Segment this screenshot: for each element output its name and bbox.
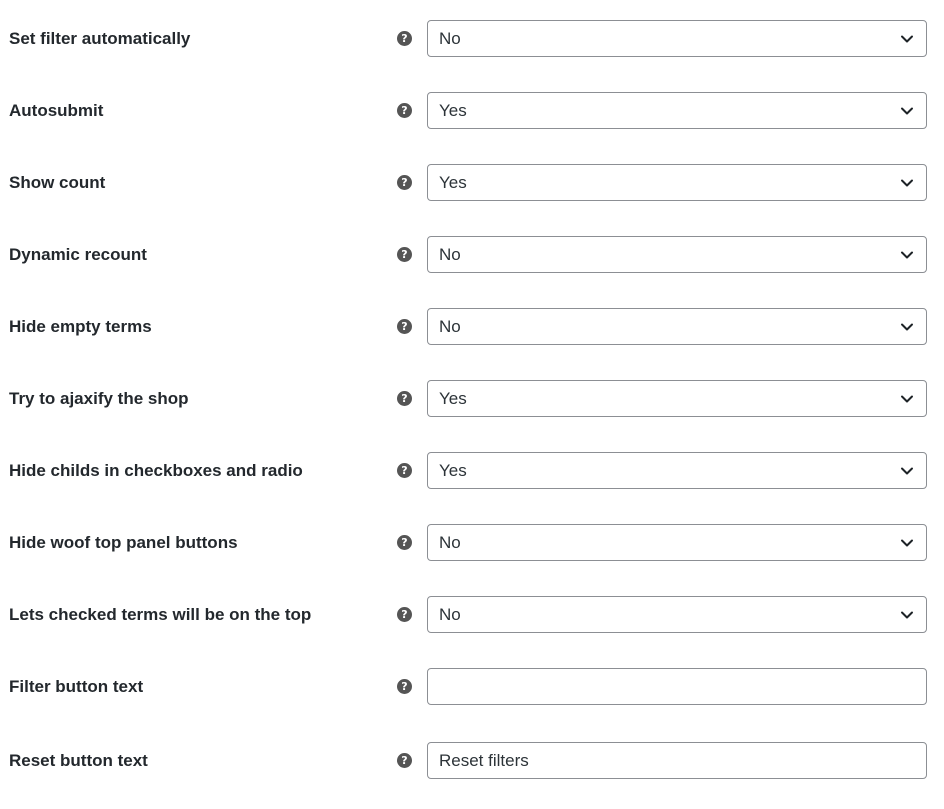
question-circle-icon[interactable]: ? — [397, 247, 412, 262]
autosubmit-select[interactable] — [427, 92, 927, 129]
setting-row-ajaxify-shop — [0, 380, 944, 417]
setting-row-dynamic-recount — [0, 236, 944, 273]
ajaxify-shop-select[interactable] — [427, 380, 927, 417]
chevron-down-icon — [900, 32, 914, 46]
setting-row-set-filter-automatically — [0, 20, 944, 57]
setting-label: Autosubmit — [9, 101, 104, 120]
setting-row-autosubmit — [0, 92, 944, 129]
setting-row-show-count — [0, 164, 944, 201]
question-circle-icon[interactable]: ? — [397, 391, 412, 406]
chevron-down-icon — [900, 320, 914, 334]
hide-empty-terms-select[interactable] — [427, 308, 927, 345]
setting-label: Hide childs in checkboxes and radio — [9, 461, 303, 480]
setting-label: Dynamic recount — [9, 245, 147, 264]
select-value: No — [439, 605, 461, 624]
select-value: No — [439, 29, 461, 48]
question-circle-icon[interactable]: ? — [397, 607, 412, 622]
chevron-down-icon — [900, 104, 914, 118]
setting-label: Hide woof top panel buttons — [9, 533, 238, 552]
checked-terms-on-top-select[interactable] — [427, 596, 927, 633]
hide-childs-select[interactable] — [427, 452, 927, 489]
question-circle-icon[interactable]: ? — [397, 535, 412, 550]
select-value: Yes — [439, 173, 467, 192]
setting-label: Show count — [9, 173, 106, 192]
chevron-down-icon — [900, 248, 914, 262]
question-circle-icon[interactable]: ? — [397, 319, 412, 334]
question-circle-icon[interactable]: ? — [397, 175, 412, 190]
select-value: Yes — [439, 389, 467, 408]
question-circle-icon[interactable]: ? — [397, 103, 412, 118]
setting-label: Hide empty terms — [9, 317, 152, 336]
setting-row-checked-terms-on-top — [0, 596, 944, 633]
setting-row-hide-childs — [0, 452, 944, 489]
reset-button-text-input[interactable] — [427, 742, 927, 779]
question-circle-icon[interactable]: ? — [397, 31, 412, 46]
question-circle-icon[interactable]: ? — [397, 679, 412, 694]
question-circle-icon[interactable]: ? — [397, 753, 412, 768]
chevron-down-icon — [900, 536, 914, 550]
select-value: Yes — [439, 461, 467, 480]
setting-label: Reset button text — [9, 751, 148, 770]
setting-row-hide-empty-terms — [0, 308, 944, 345]
chevron-down-icon — [900, 464, 914, 478]
select-value: No — [439, 317, 461, 336]
setting-row-filter-button-text — [0, 668, 944, 705]
select-value: No — [439, 245, 461, 264]
filter-button-text-input[interactable] — [427, 668, 927, 705]
set-filter-automatically-select[interactable] — [427, 20, 927, 57]
question-circle-icon[interactable]: ? — [397, 463, 412, 478]
setting-label: Filter button text — [9, 677, 144, 696]
chevron-down-icon — [900, 176, 914, 190]
setting-label: Try to ajaxify the shop — [9, 389, 189, 408]
hide-top-panel-buttons-select[interactable] — [427, 524, 927, 561]
setting-row-reset-button-text — [0, 742, 944, 779]
setting-label: Lets checked terms will be on the top — [9, 605, 312, 624]
setting-label: Set filter automatically — [9, 29, 191, 48]
chevron-down-icon — [900, 608, 914, 622]
setting-row-hide-top-panel-buttons — [0, 524, 944, 561]
chevron-down-icon — [900, 392, 914, 406]
dynamic-recount-select[interactable] — [427, 236, 927, 273]
show-count-select[interactable] — [427, 164, 927, 201]
select-value: Yes — [439, 101, 467, 120]
select-value: No — [439, 533, 461, 552]
